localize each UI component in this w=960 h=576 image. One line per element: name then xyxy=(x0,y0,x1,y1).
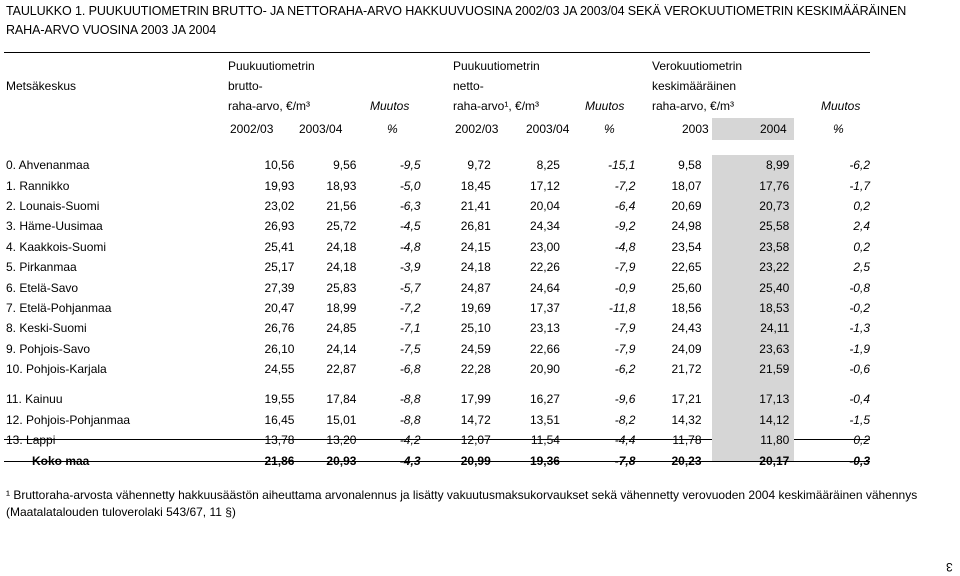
value-cell: 19,36 xyxy=(529,453,560,468)
region-name: 3. Häme-Uusimaa xyxy=(6,219,103,234)
change-percent-cell: -6,2 xyxy=(614,362,636,377)
header-netto-line2: netto- xyxy=(453,79,484,93)
value-cell: 14,12 xyxy=(759,412,790,427)
header-vero-pct: % xyxy=(833,122,844,136)
change-percent-cell: -7,9 xyxy=(614,341,636,356)
value-cell: 20,99 xyxy=(460,453,491,468)
table-row xyxy=(0,389,870,409)
value-cell: 10,56 xyxy=(264,158,295,173)
value-cell: 25,83 xyxy=(326,280,357,295)
region-name: 13. Lappi xyxy=(6,433,56,448)
change-percent-cell: -7,1 xyxy=(399,321,421,336)
data-table xyxy=(0,155,870,471)
value-cell: 16,27 xyxy=(529,392,560,407)
region-name: 8. Keski-Suomi xyxy=(6,321,87,336)
value-cell: 18,45 xyxy=(460,178,491,193)
change-percent-cell: -4,3 xyxy=(399,453,421,468)
value-cell: 23,54 xyxy=(671,239,702,254)
change-percent-cell: -8,2 xyxy=(614,412,636,427)
change-percent-cell: -8,8 xyxy=(399,392,421,407)
value-cell: 11,78 xyxy=(672,433,702,448)
region-name: 10. Pohjois-Karjala xyxy=(6,362,107,377)
value-cell: 25,40 xyxy=(759,280,790,295)
change-percent-cell: -7,9 xyxy=(614,321,636,336)
value-cell: 24,43 xyxy=(671,321,702,336)
value-cell: 20,17 xyxy=(759,453,790,468)
change-percent-cell: -6,3 xyxy=(399,198,421,213)
header-netto-year1: 2002/03 xyxy=(455,122,499,136)
header-vero-line2: keskimääräinen xyxy=(652,79,737,93)
value-cell: 9,56 xyxy=(333,158,357,173)
change-percent-cell: -7,8 xyxy=(614,453,636,468)
table-title-line1: TAULUKKO 1. PUUKUUTIOMETRIN BRUTTO- JA NETTORAHA-ARVO HAKKUUVUOSINA 2002/03 JA 2003/04 SEKÄ VEROKUUTIOMETRIN KESKIMÄÄRÄINEN xyxy=(6,4,907,18)
table-row xyxy=(0,196,870,216)
change-percent-cell: -3,9 xyxy=(399,260,421,275)
header-brutto-line3: raha-arvo, €/m³ xyxy=(228,99,311,113)
value-cell: 22,28 xyxy=(460,362,491,377)
region-name: 9. Pohjois-Savo xyxy=(6,341,91,356)
value-cell: 23,13 xyxy=(529,321,560,336)
value-cell: 26,81 xyxy=(460,219,491,234)
value-cell: 25,41 xyxy=(264,239,295,254)
table-row xyxy=(0,430,870,450)
value-cell: 8,25 xyxy=(536,158,560,173)
value-cell: 13,78 xyxy=(264,433,295,448)
value-cell: 15,01 xyxy=(326,412,357,427)
header-brutto-pct: % xyxy=(387,122,398,136)
value-cell: 9,58 xyxy=(678,158,702,173)
value-cell: 11,80 xyxy=(760,433,790,448)
table-body xyxy=(0,155,870,471)
value-cell: 26,93 xyxy=(264,219,295,234)
value-cell: 24,14 xyxy=(326,341,357,356)
value-cell: 20,04 xyxy=(529,198,560,213)
header-brutto-line2: brutto- xyxy=(228,79,263,93)
region-name: Koko maa xyxy=(32,453,90,468)
header-vero-muutos: Muutos xyxy=(821,99,861,113)
value-cell: 17,76 xyxy=(759,178,790,193)
change-percent-cell: 0,2 xyxy=(853,239,870,254)
value-cell: 24,64 xyxy=(529,280,560,295)
value-cell: 12,07 xyxy=(460,433,491,448)
value-cell: 25,72 xyxy=(326,219,357,234)
value-cell: 24,55 xyxy=(264,362,295,377)
table-row xyxy=(0,257,870,277)
value-cell: 17,37 xyxy=(529,300,560,315)
header-netto-muutos: Muutos xyxy=(585,99,625,113)
change-percent-cell: 0,2 xyxy=(853,198,870,213)
change-percent-cell: -0,6 xyxy=(849,362,870,377)
value-cell: 24,09 xyxy=(671,341,702,356)
value-cell: 20,47 xyxy=(264,300,295,315)
value-cell: 26,76 xyxy=(264,321,295,336)
header-brutto-year1: 2002/03 xyxy=(230,122,274,136)
value-cell: 24,18 xyxy=(326,239,357,254)
header-netto-pct: % xyxy=(604,122,615,136)
region-name: 5. Pirkanmaa xyxy=(6,260,77,275)
value-cell: 17,13 xyxy=(759,392,790,407)
change-percent-cell: -9,5 xyxy=(399,158,421,173)
value-cell: 18,56 xyxy=(671,300,702,315)
change-percent-cell: -0,4 xyxy=(849,392,870,407)
value-cell: 23,22 xyxy=(759,260,790,275)
change-percent-cell: -0,3 xyxy=(849,453,870,468)
table-row xyxy=(0,155,870,175)
value-cell: 23,63 xyxy=(759,341,790,356)
change-percent-cell: -7,9 xyxy=(614,260,636,275)
value-cell: 25,60 xyxy=(671,280,702,295)
value-cell: 20,69 xyxy=(671,198,702,213)
value-cell: 18,07 xyxy=(671,178,702,193)
value-cell: 21,86 xyxy=(264,453,295,468)
header-metsakeskus: Metsäkeskus xyxy=(6,79,77,93)
spacer-cell xyxy=(0,379,870,389)
header-brutto-muutos: Muutos xyxy=(370,99,410,113)
value-cell: 21,41 xyxy=(460,198,491,213)
change-percent-cell: -1,9 xyxy=(849,341,870,356)
change-percent-cell: -4,8 xyxy=(614,239,636,254)
value-cell: 24,18 xyxy=(326,260,357,275)
table-row xyxy=(0,237,870,257)
region-name: 2. Lounais-Suomi xyxy=(6,198,100,213)
change-percent-cell: -4,8 xyxy=(399,239,421,254)
value-cell: 24,11 xyxy=(760,321,790,336)
value-cell: 8,99 xyxy=(765,158,790,173)
header-vero-line1: Verokuutiometrin xyxy=(652,59,743,73)
change-percent-cell: -6,4 xyxy=(614,198,636,213)
change-percent-cell: -7,5 xyxy=(399,341,421,356)
change-percent-cell: -11,8 xyxy=(608,300,636,315)
change-percent-cell: -7,2 xyxy=(614,178,636,193)
value-cell: 22,26 xyxy=(529,260,560,275)
value-cell: 17,12 xyxy=(529,178,560,193)
value-cell: 20,93 xyxy=(326,453,357,468)
region-name: 7. Etelä-Pohjanmaa xyxy=(6,300,112,315)
header-netto-line3: raha-arvo¹, €/m³ xyxy=(453,99,540,113)
change-percent-cell: 0,2 xyxy=(853,433,870,448)
change-percent-cell: -9,2 xyxy=(614,219,636,234)
table-row xyxy=(0,216,870,236)
header-vero-year1: 2003 xyxy=(682,122,709,136)
table-title-line2: RAHA-ARVO VUOSINA 2003 JA 2004 xyxy=(6,23,217,37)
value-cell: 24,59 xyxy=(460,341,491,356)
value-cell: 23,58 xyxy=(759,239,790,254)
footnote-line1: ¹ Bruttoraha-arvosta vähennetty hakkuusäästön aiheuttama arvonalennus ja lisätty vakuutusmaksukorvaukset sekä vähennetty verovuoden 2004 keskimääräinen vähennys xyxy=(6,488,918,502)
value-cell: 21,56 xyxy=(326,198,357,213)
value-cell: 16,45 xyxy=(264,412,295,427)
value-cell: 18,93 xyxy=(326,178,357,193)
change-percent-cell: -6,8 xyxy=(399,362,421,377)
change-percent-cell: -7,2 xyxy=(399,300,421,315)
change-percent-cell: -8,8 xyxy=(399,412,421,427)
table-title xyxy=(6,2,906,40)
header-top-rule xyxy=(4,52,870,53)
value-cell: 20,73 xyxy=(759,198,790,213)
header-netto-year2: 2003/04 xyxy=(526,122,570,136)
value-cell: 17,99 xyxy=(460,392,491,407)
value-cell: 23,00 xyxy=(529,239,560,254)
value-cell: 23,02 xyxy=(264,198,295,213)
change-percent-cell: -1,5 xyxy=(849,412,870,427)
value-cell: 21,72 xyxy=(671,362,702,377)
change-percent-cell: -5,7 xyxy=(399,280,421,295)
value-cell: 19,55 xyxy=(264,392,295,407)
header-brutto-year2: 2003/04 xyxy=(299,122,343,136)
region-name: 6. Etelä-Savo xyxy=(6,280,79,295)
value-cell: 24,98 xyxy=(671,219,702,234)
value-cell: 20,23 xyxy=(671,453,702,468)
region-name: 12. Pohjois-Pohjanmaa xyxy=(6,412,131,427)
change-percent-cell: 2,4 xyxy=(853,219,870,234)
value-cell: 21,59 xyxy=(759,362,790,377)
value-cell: 13,51 xyxy=(529,412,560,427)
value-cell: 18,53 xyxy=(759,300,790,315)
value-cell: 24,87 xyxy=(460,280,491,295)
value-cell: 24,85 xyxy=(326,321,357,336)
change-percent-cell: -1,3 xyxy=(849,321,870,336)
value-cell: 19,69 xyxy=(460,300,491,315)
page-number: 3 xyxy=(946,560,953,574)
table-row xyxy=(0,410,870,430)
change-percent-cell: -0,8 xyxy=(849,280,870,295)
value-cell: 11,54 xyxy=(530,433,560,448)
change-percent-cell: 2,5 xyxy=(853,260,870,275)
value-cell: 27,39 xyxy=(264,280,295,295)
header-brutto-line1: Puukuutiometrin xyxy=(228,59,315,73)
change-percent-cell: -9,6 xyxy=(614,392,636,407)
footnote-line2: (Maatalatalouden tuloverolaki 543/67, 11 §) xyxy=(6,505,236,519)
table-row xyxy=(0,359,870,379)
value-cell: 22,87 xyxy=(326,362,357,377)
total-row xyxy=(0,450,870,470)
header-vero-year2: 2004 xyxy=(760,122,787,136)
header-vero-line3: raha-arvo, €/m³ xyxy=(652,99,735,113)
change-percent-cell: -1,7 xyxy=(849,178,870,193)
value-cell: 19,93 xyxy=(264,178,295,193)
footnote xyxy=(6,487,917,521)
value-cell: 17,21 xyxy=(671,392,702,407)
value-cell: 25,17 xyxy=(264,260,295,275)
value-cell: 9,72 xyxy=(467,158,491,173)
value-cell: 24,15 xyxy=(460,239,491,254)
table-row xyxy=(0,175,870,195)
value-cell: 22,65 xyxy=(671,260,702,275)
change-percent-cell: -4,5 xyxy=(399,219,421,234)
value-cell: 14,72 xyxy=(460,412,491,427)
value-cell: 26,10 xyxy=(264,341,295,356)
value-cell: 25,58 xyxy=(759,219,790,234)
value-cell: 18,99 xyxy=(326,300,357,315)
region-name: 11. Kainuu xyxy=(6,392,63,407)
change-percent-cell: -5,0 xyxy=(399,178,421,193)
spacer-row xyxy=(0,379,870,389)
header-netto-line1: Puukuutiometrin xyxy=(453,59,540,73)
change-percent-cell: -4,4 xyxy=(614,433,636,448)
change-percent-cell: -6,2 xyxy=(849,158,870,173)
region-name: 0. Ahvenanmaa xyxy=(6,158,90,173)
region-name: 1. Rannikko xyxy=(6,178,70,193)
table-row xyxy=(0,298,870,318)
change-percent-cell: -15,1 xyxy=(608,158,636,173)
value-cell: 22,66 xyxy=(529,341,560,356)
table-row xyxy=(0,277,870,297)
value-cell: 25,10 xyxy=(460,321,491,336)
region-name: 4. Kaakkois-Suomi xyxy=(6,239,107,254)
change-percent-cell: -4,2 xyxy=(399,433,421,448)
change-percent-cell: -0,9 xyxy=(614,280,636,295)
table-row xyxy=(0,339,870,359)
value-cell: 20,90 xyxy=(529,362,560,377)
value-cell: 24,18 xyxy=(460,260,491,275)
change-percent-cell: -0,2 xyxy=(849,300,870,315)
value-cell: 13,20 xyxy=(326,433,357,448)
value-cell: 24,34 xyxy=(529,219,560,234)
value-cell: 14,32 xyxy=(671,412,702,427)
table-row xyxy=(0,318,870,338)
value-cell: 17,84 xyxy=(326,392,357,407)
